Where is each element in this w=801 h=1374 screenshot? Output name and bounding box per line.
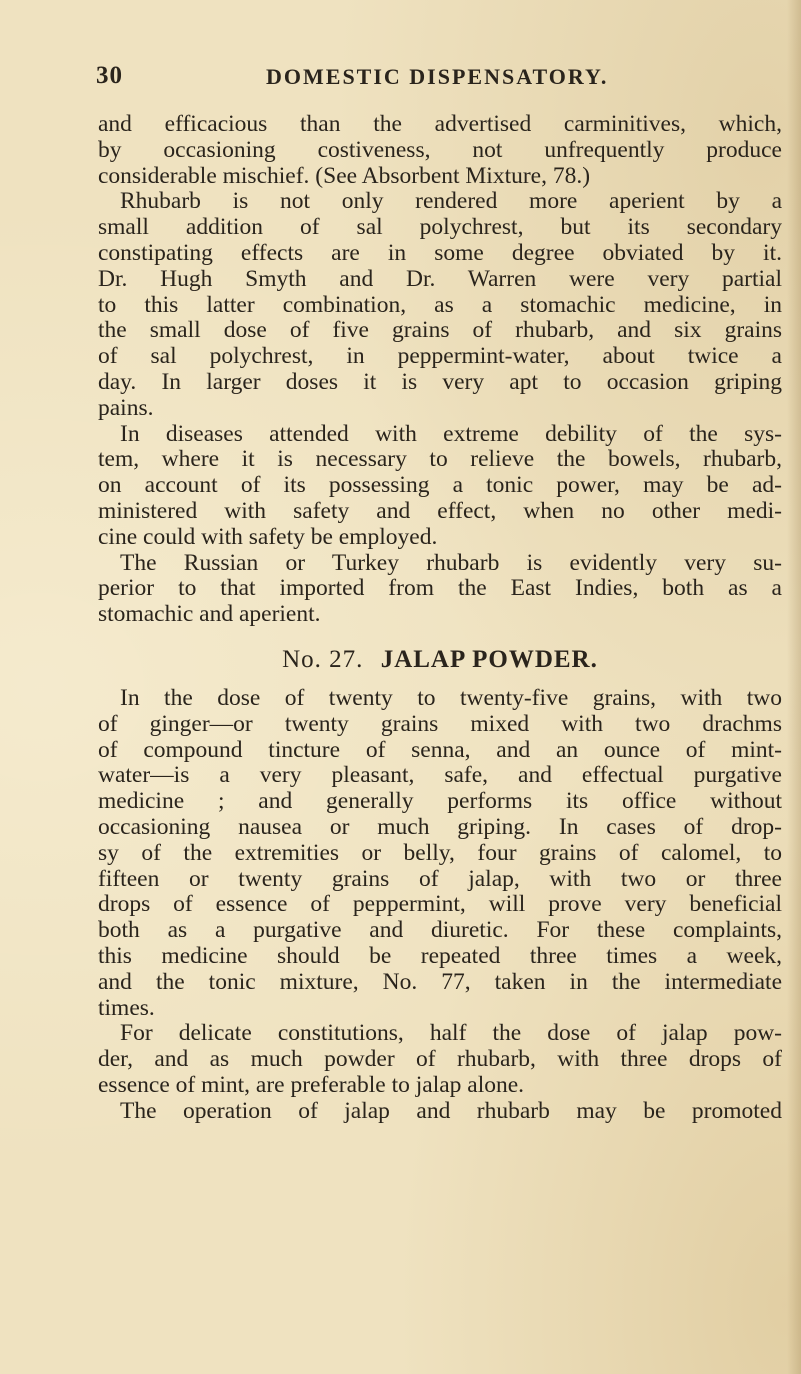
page-number: 30 <box>96 62 123 89</box>
text-line: on account of its possessing a tonic power, may be ad- <box>98 473 782 499</box>
text-line: of compound tincture of senna, and an ounce of mint- <box>98 737 782 763</box>
text-line: tem, where it is necessary to relieve the bowels, rhubarb, <box>98 447 782 473</box>
text-line: to this latter combination, as a stomachic medicine, in <box>98 292 782 318</box>
text-line: water—is a very pleasant, safe, and effectual purgative <box>98 763 782 789</box>
text-line: perior to that imported from the East Indies, both as a <box>98 576 782 602</box>
text-line: essence of mint, are preferable to jalap alone. <box>98 1072 525 1098</box>
page-header <box>96 62 776 102</box>
page-edge-shadow <box>787 0 801 1374</box>
text-line: The Russian or Turkey rhubarb is evidently very su- <box>120 550 782 576</box>
text-line: The operation of jalap and rhubarb may be promoted <box>120 1098 782 1124</box>
section-title: JALAP POWDER. <box>380 645 598 673</box>
text-line: and the tonic mixture, No. 77, taken in the intermediate <box>98 969 782 995</box>
section-heading <box>98 628 782 686</box>
text-line: Rhubarb is not only rendered more aperient by a <box>120 189 782 215</box>
text-line: medicine ; and generally performs its office without <box>98 789 782 815</box>
running-head: DOMESTIC DISPENSATORY. <box>266 64 609 89</box>
text-line: the small dose of five grains of rhubarb, and six grains <box>98 318 782 344</box>
text-line: times. <box>98 995 155 1021</box>
text-line: ministered with safety and effect, when no other medi- <box>98 498 782 524</box>
text-line: fifteen or twenty grains of jalap, with two or three <box>98 866 782 892</box>
text-line: and efficacious than the advertised carminitives, which, <box>98 112 782 137</box>
text-line: stomachic and aperient. <box>98 602 321 628</box>
text-line: of sal polychrest, in peppermint-water, about twice a <box>98 344 782 370</box>
text-line: cine could with safety be employed. <box>98 524 438 550</box>
text-line: In the dose of twenty to twenty-five grains, with two <box>120 685 782 711</box>
text-line: der, and as much powder of rhubarb, with three drops of <box>98 1047 782 1073</box>
text-line: small addition of sal polychrest, but its secondary <box>98 215 782 241</box>
text-line: pains. <box>98 395 154 421</box>
text-line: For delicate constitutions, half the dose of jalap pow- <box>120 1021 782 1047</box>
text-line: sy of the extremities or belly, four grains of calomel, to <box>98 840 782 866</box>
text-line: Dr. Hugh Smyth and Dr. Warren were very partial <box>98 266 782 292</box>
text-line: considerable mischief. (See Absorbent Mixture, 78.) <box>98 163 591 189</box>
text-line: this medicine should be repeated three times a week, <box>98 943 782 969</box>
text-line: by occasioning costiveness, not unfrequently produce <box>98 137 782 163</box>
section-number: No. 27. <box>282 645 364 673</box>
text-line: occasioning nausea or much griping. In cases of drop- <box>98 814 782 840</box>
text-line: of ginger—or twenty grains mixed with two drachms <box>98 711 782 737</box>
text-line: constipating effects are in some degree obviated by it. <box>98 240 782 266</box>
body-text <box>98 112 782 1124</box>
text-line: both as a purgative and diuretic. For these complaints, <box>98 918 782 944</box>
text-line: day. In larger doses it is very apt to occasion griping <box>98 369 782 395</box>
text-line: In diseases attended with extreme debility of the sys- <box>120 421 782 447</box>
text-line: drops of essence of peppermint, will prove very beneficial <box>98 892 782 918</box>
